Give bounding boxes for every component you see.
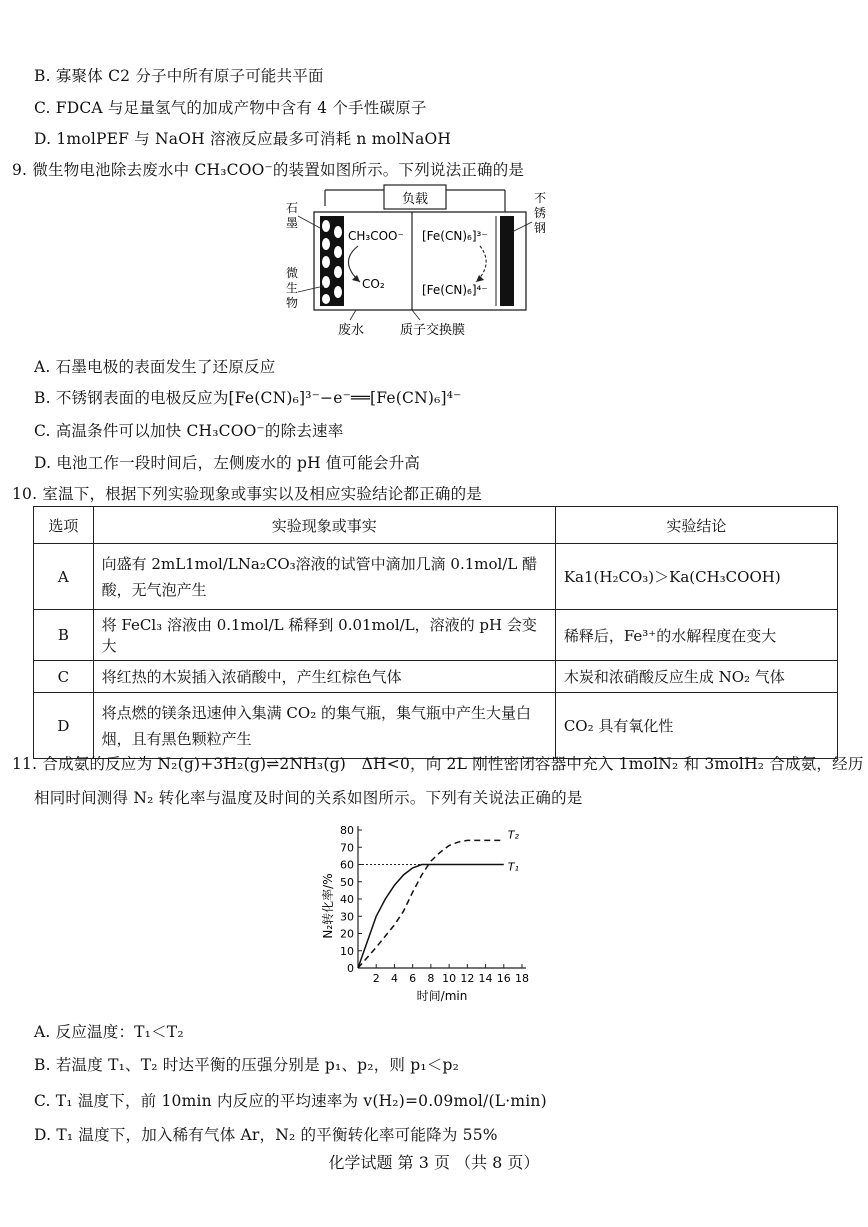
series-label-0: T₁: [507, 860, 519, 874]
svg-text:不: 不: [534, 191, 547, 205]
svg-text:物: 物: [286, 296, 299, 310]
svg-text:CH₃COO⁻: CH₃COO⁻: [348, 229, 404, 243]
chart-xlabel: 时间/min: [416, 989, 468, 1003]
q11-option-d: D. T₁ 温度下，加入稀有气体 Ar，N₂ 的平衡转化率可能降为 55%: [34, 1126, 498, 1144]
load-label: 负载: [401, 192, 429, 207]
q11-stem-line1: 11. 合成氨的反应为 N₂(g)+3H₂(g)⇌2NH₃(g) ΔH<0，向 2L 刚性密闭容器中充入 1molN₂ 和 3molH₂ 合成氨，经历: [12, 755, 864, 773]
svg-text:微: 微: [286, 266, 299, 280]
y-tick-label: 0: [347, 962, 354, 975]
table-cell-conclusion: CO₂ 具有氧化性: [555, 693, 837, 759]
svg-text:生: 生: [286, 281, 299, 295]
x-tick-label: 14: [478, 972, 493, 985]
svg-text:废水: 废水: [338, 323, 365, 338]
x-tick-label: 8: [427, 972, 435, 985]
series-line-1: [358, 840, 504, 968]
conversion-chart: [310, 814, 550, 1010]
x-tick-label: 16: [496, 972, 511, 985]
table-cell-fact: 将红热的木炭插入浓硝酸中，产生红棕色气体: [93, 661, 555, 693]
table-cell-fact: 向盛有 2mL1mol/LNa₂CO₃溶液的试管中滴加几滴 0.1mol/L 醋酸，无气泡产生: [93, 544, 555, 610]
y-tick-label: 80: [340, 824, 354, 837]
x-tick-label: 18: [515, 972, 529, 985]
table-header: 实验结论: [555, 507, 837, 544]
page-footer: 化学试题 第 3 页 （共 8 页）: [328, 1153, 540, 1172]
table-cell-conclusion: 木炭和浓硝酸反应生成 NO₂ 气体: [555, 661, 837, 693]
svg-text:墨: 墨: [286, 216, 299, 230]
svg-text:[Fe(CN)₆]⁴⁻: [Fe(CN)₆]⁴⁻: [422, 283, 488, 297]
q11-stem-line2: 相同时间测得 N₂ 转化率与温度及时间的关系如图所示。下列有关说法正确的是: [34, 789, 583, 807]
svg-text:[Fe(CN)₆]³⁻: [Fe(CN)₆]³⁻: [422, 229, 488, 243]
table-cell-option: D: [34, 693, 94, 759]
table-cell-option: B: [34, 610, 94, 661]
x-tick-label: 12: [460, 972, 475, 985]
q11-option-b: B. 若温度 T₁、T₂ 时达平衡的压强分别是 p₁、p₂，则 p₁＜p₂: [34, 1056, 460, 1074]
x-tick-label: 2: [372, 972, 380, 985]
table-cell-option: C: [34, 661, 94, 693]
y-tick-label: 30: [340, 910, 354, 924]
table-row: [34, 693, 838, 759]
q9-stem: 9. 微生物电池除去废水中 CH₃COO⁻的装置如图所示。下列说法正确的是: [12, 161, 525, 179]
series-line-0: [358, 865, 504, 969]
table-cell-fact: 将 FeCl₃ 溶液由 0.1mol/L 稀释到 0.01mol/L，溶液的 pH 会变大: [93, 610, 555, 661]
svg-text:石: 石: [286, 201, 299, 215]
q9-option-c: C. 高温条件可以加快 CH₃COO⁻的除去速率: [34, 422, 344, 440]
table-cell-fact: 将点燃的镁条迅速伸入集满 CO₂ 的集气瓶，集气瓶中产生大量白烟，且有黑色颗粒产生: [93, 693, 555, 759]
table-row: [34, 610, 838, 661]
q9-option-d: D. 电池工作一段时间后，左侧废水的 pH 值可能会升高: [34, 454, 421, 472]
q8-option-c: C. FDCA 与足量氢气的加成产物中含有 4 个手性碳原子: [34, 99, 427, 117]
cell-container: [314, 212, 526, 310]
x-tick-label: 4: [390, 972, 398, 985]
q8-option-b: B. 寡聚体 C2 分子中所有原子可能共平面: [34, 67, 324, 85]
table-cell-conclusion: 稀释后，Fe³⁺的水解程度在变大: [555, 610, 837, 661]
experiment-table: [33, 506, 838, 759]
series-label-1: T₂: [507, 828, 519, 842]
table-header: 实验现象或事实: [93, 507, 555, 544]
table-cell-conclusion: Ka1(H₂CO₃)＞Ka(CH₃COOH): [555, 544, 837, 610]
x-tick-label: 10: [442, 972, 457, 985]
q10-stem: 10. 室温下，根据下列实验现象或事实以及相应实验结论都正确的是: [12, 485, 482, 503]
table-cell-option: A: [34, 544, 94, 610]
y-tick-label: 70: [340, 841, 354, 855]
q9-option-a: A. 石墨电极的表面发生了还原反应: [34, 358, 276, 376]
svg-text:质子交换膜: 质子交换膜: [400, 323, 466, 338]
y-tick-label: 50: [340, 875, 354, 889]
y-tick-label: 60: [340, 858, 354, 872]
svg-text:钢: 钢: [534, 221, 547, 235]
y-tick-label: 10: [340, 944, 354, 958]
y-tick-label: 40: [340, 893, 354, 906]
table-header-row: [34, 507, 838, 544]
table-row: [34, 661, 838, 693]
chart-ylabel: N₂转化率/%: [321, 873, 335, 939]
q11-option-c: C. T₁ 温度下，前 10min 内反应的平均速率为 v(H₂)=0.09mol/(L·min): [34, 1092, 547, 1110]
table-row: [34, 544, 838, 610]
y-tick-label: 20: [340, 927, 354, 941]
steel-electrode: [500, 216, 514, 306]
q9-option-b: B. 不锈钢表面的电极反应为[Fe(CN)₆]³⁻−e⁻══[Fe(CN)₆]⁴⁻: [34, 389, 462, 407]
svg-text:CO₂: CO₂: [362, 277, 385, 291]
q9-cell-diagram: [280, 182, 580, 342]
q11-option-a: A. 反应温度：T₁＜T₂: [34, 1023, 184, 1041]
svg-text:锈: 锈: [534, 206, 547, 220]
table-header: 选项: [34, 507, 94, 544]
x-tick-label: 6: [409, 972, 417, 985]
q8-option-d: D. 1molPEF 与 NaOH 溶液反应最多可消耗 n molNaOH: [34, 130, 452, 148]
